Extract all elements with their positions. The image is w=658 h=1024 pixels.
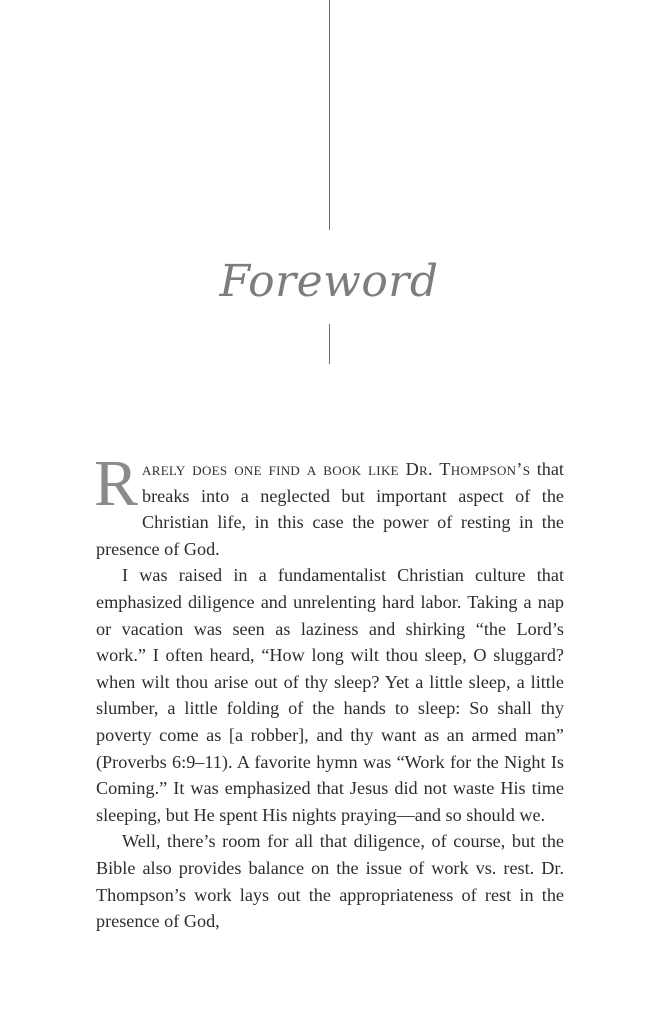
body-text <box>94 447 564 935</box>
paragraph-2: I was raised in a fundamentalist Christian culture that emphasized diligence and unrelenting hard labor. Taking a nap or vacation was seen as laziness and shirking “the Lord’s work.” I often heard, “How long wilt thou sleep, O sluggard? when wilt thou arise out of thy sleep? Yet a little sleep, a little slumber, a little folding of the hands to sleep: So shall thy poverty come as [a robber], and thy want as an armed man” (Proverbs 6:9–11). A favorite hymn was “Work for the Night Is Coming.” It was emphasized that Jesus did not waste His time sleeping, but He spent His nights praying—and so should we. <box>96 565 564 825</box>
bottom-vertical-rule <box>329 324 330 364</box>
chapter-title: Foreword <box>219 256 439 307</box>
paragraph-3: Well, there’s room for all that diligence, of course, but the Bible also provides balance on the issue of work vs. rest. Dr. Thompson’s work lays out the appropriateness of rest in the presence of God, <box>96 831 564 932</box>
drop-cap: R <box>94 447 139 520</box>
lead-in-smallcaps: arely does one find a book like Dr. Thompson’s <box>142 459 531 479</box>
paragraph-1-text: that breaks into a neglected but important aspect of the Christian life, in this case the power of resting in the presence of God. <box>96 459 564 559</box>
paragraph-1 <box>94 447 564 562</box>
top-vertical-rule <box>329 0 330 230</box>
